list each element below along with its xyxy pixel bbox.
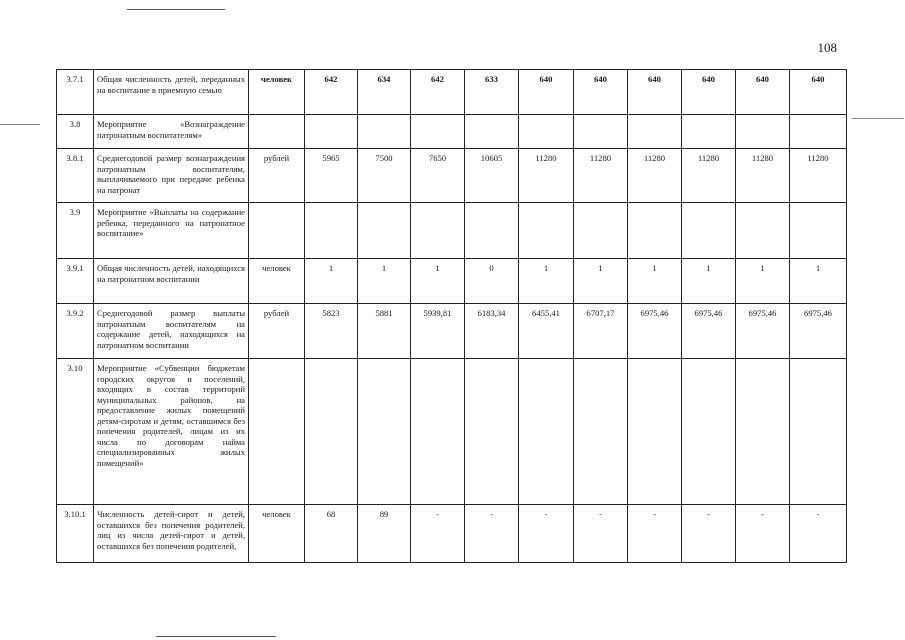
value-cell: 11280 bbox=[574, 149, 628, 203]
row-number: 3.8.1 bbox=[57, 149, 94, 203]
value-cell: 1 bbox=[628, 259, 682, 304]
row-number: 3.9 bbox=[57, 203, 94, 259]
value-cell: 633 bbox=[465, 70, 519, 115]
value-cell bbox=[411, 359, 465, 505]
table-row bbox=[57, 203, 847, 259]
table-row bbox=[57, 149, 847, 203]
unit-cell bbox=[249, 203, 305, 259]
value-cell bbox=[682, 115, 736, 149]
indicator-name: Мероприятие «Вознаграждение патронатным воспитателям» bbox=[94, 115, 249, 149]
value-cell: 7500 bbox=[358, 149, 411, 203]
value-cell bbox=[358, 359, 411, 505]
value-cell: 68 bbox=[305, 505, 358, 563]
value-cell bbox=[790, 115, 847, 149]
scan-line-bottom bbox=[156, 636, 276, 637]
value-cell: 1 bbox=[736, 259, 790, 304]
value-cell: 1 bbox=[358, 259, 411, 304]
value-cell bbox=[411, 115, 465, 149]
indicator-name: Общая численность детей, переданных на воспитание в приемную семью bbox=[94, 70, 249, 115]
indicator-name: Мероприятие «Выплаты на содержание ребенка, переданного на патронатное воспитание» bbox=[94, 203, 249, 259]
value-cell: 6975,46 bbox=[790, 304, 847, 359]
indicator-name: Мероприятие «Субвенции бюджетам городских округов и поселений, входящих в состав территорий муниципальных районов, на предоставление жилых помещений детям-сиротам и детям, оставшимся без попечения родителей, лицам из их числа по договорам найма специализированных жилых помещений» bbox=[94, 359, 249, 505]
table-row bbox=[57, 70, 847, 115]
value-cell bbox=[628, 203, 682, 259]
row-number: 3.7.1 bbox=[57, 70, 94, 115]
table-row bbox=[57, 359, 847, 505]
value-cell: 1 bbox=[305, 259, 358, 304]
value-cell: 11280 bbox=[790, 149, 847, 203]
unit-cell bbox=[249, 359, 305, 505]
value-cell bbox=[682, 203, 736, 259]
unit-cell: рублей bbox=[249, 149, 305, 203]
value-cell: 11280 bbox=[628, 149, 682, 203]
scan-line-left bbox=[0, 124, 40, 125]
value-cell: - bbox=[574, 505, 628, 563]
value-cell: 6975,46 bbox=[736, 304, 790, 359]
value-cell: 640 bbox=[682, 70, 736, 115]
value-cell bbox=[574, 359, 628, 505]
value-cell: 5965 bbox=[305, 149, 358, 203]
value-cell: - bbox=[790, 505, 847, 563]
value-cell bbox=[358, 203, 411, 259]
value-cell bbox=[682, 359, 736, 505]
value-cell bbox=[790, 359, 847, 505]
indicator-name: Общая численность детей, находящихся на патронатном воспитании bbox=[94, 259, 249, 304]
value-cell bbox=[305, 359, 358, 505]
value-cell: 640 bbox=[736, 70, 790, 115]
value-cell bbox=[519, 203, 574, 259]
unit-cell: человек bbox=[249, 259, 305, 304]
value-cell: 6455,41 bbox=[519, 304, 574, 359]
value-cell: 11280 bbox=[682, 149, 736, 203]
value-cell bbox=[465, 203, 519, 259]
value-cell bbox=[411, 203, 465, 259]
value-cell: 640 bbox=[519, 70, 574, 115]
value-cell: 1 bbox=[574, 259, 628, 304]
value-cell: 89 bbox=[358, 505, 411, 563]
value-cell: 640 bbox=[790, 70, 847, 115]
row-number: 3.8 bbox=[57, 115, 94, 149]
value-cell bbox=[305, 203, 358, 259]
value-cell bbox=[519, 359, 574, 505]
value-cell: 11280 bbox=[519, 149, 574, 203]
value-cell bbox=[519, 115, 574, 149]
scan-line-top bbox=[127, 9, 225, 10]
value-cell: 1 bbox=[682, 259, 736, 304]
unit-cell: человек bbox=[249, 70, 305, 115]
value-cell: 5939,81 bbox=[411, 304, 465, 359]
value-cell bbox=[465, 359, 519, 505]
value-cell bbox=[465, 115, 519, 149]
value-cell bbox=[574, 203, 628, 259]
value-cell: 11280 bbox=[736, 149, 790, 203]
value-cell: - bbox=[411, 505, 465, 563]
value-cell bbox=[628, 359, 682, 505]
value-cell bbox=[790, 203, 847, 259]
value-cell: 1 bbox=[790, 259, 847, 304]
value-cell: - bbox=[628, 505, 682, 563]
row-number: 3.9.2 bbox=[57, 304, 94, 359]
value-cell: 6707,17 bbox=[574, 304, 628, 359]
value-cell: - bbox=[465, 505, 519, 563]
unit-cell: человек bbox=[249, 505, 305, 563]
value-cell bbox=[736, 115, 790, 149]
unit-cell bbox=[249, 115, 305, 149]
scan-line-right bbox=[852, 118, 904, 119]
indicator-name: Среднегодовой размер выплаты патронатным воспитателям на содержание детей, находящихся на патронатном воспитании bbox=[94, 304, 249, 359]
indicator-name: Среднегодовой размер вознаграждения патронатным воспитателям, выплачиваемого при передаче ребенка на патронат bbox=[94, 149, 249, 203]
value-cell: 6975,46 bbox=[682, 304, 736, 359]
value-cell: - bbox=[682, 505, 736, 563]
value-cell: 0 bbox=[465, 259, 519, 304]
value-cell bbox=[358, 115, 411, 149]
value-cell bbox=[736, 203, 790, 259]
value-cell: 6183,34 bbox=[465, 304, 519, 359]
value-cell bbox=[574, 115, 628, 149]
value-cell: 5823 bbox=[305, 304, 358, 359]
table-row bbox=[57, 505, 847, 563]
value-cell: 634 bbox=[358, 70, 411, 115]
value-cell: - bbox=[519, 505, 574, 563]
value-cell: 10605 bbox=[465, 149, 519, 203]
value-cell: 1 bbox=[519, 259, 574, 304]
indicators-table bbox=[56, 69, 847, 563]
value-cell: 642 bbox=[411, 70, 465, 115]
page-number: 108 bbox=[817, 40, 837, 55]
table-body bbox=[57, 70, 847, 563]
indicator-name: Численность детей-сирот и детей, оставшихся без попечения родителей, лиц из числа детей-сирот и детей, оставшихся без попечения родителей, bbox=[94, 505, 249, 563]
table-row bbox=[57, 115, 847, 149]
value-cell: - bbox=[736, 505, 790, 563]
value-cell bbox=[628, 115, 682, 149]
row-number: 3.10.1 bbox=[57, 505, 94, 563]
row-number: 3.10 bbox=[57, 359, 94, 505]
value-cell: 1 bbox=[411, 259, 465, 304]
value-cell: 640 bbox=[574, 70, 628, 115]
table-row bbox=[57, 259, 847, 304]
value-cell bbox=[305, 115, 358, 149]
table-row bbox=[57, 304, 847, 359]
row-number: 3.9.1 bbox=[57, 259, 94, 304]
value-cell: 5881 bbox=[358, 304, 411, 359]
value-cell: 640 bbox=[628, 70, 682, 115]
value-cell: 7650 bbox=[411, 149, 465, 203]
value-cell: 642 bbox=[305, 70, 358, 115]
value-cell: 6975,46 bbox=[628, 304, 682, 359]
value-cell bbox=[736, 359, 790, 505]
unit-cell: рублей bbox=[249, 304, 305, 359]
